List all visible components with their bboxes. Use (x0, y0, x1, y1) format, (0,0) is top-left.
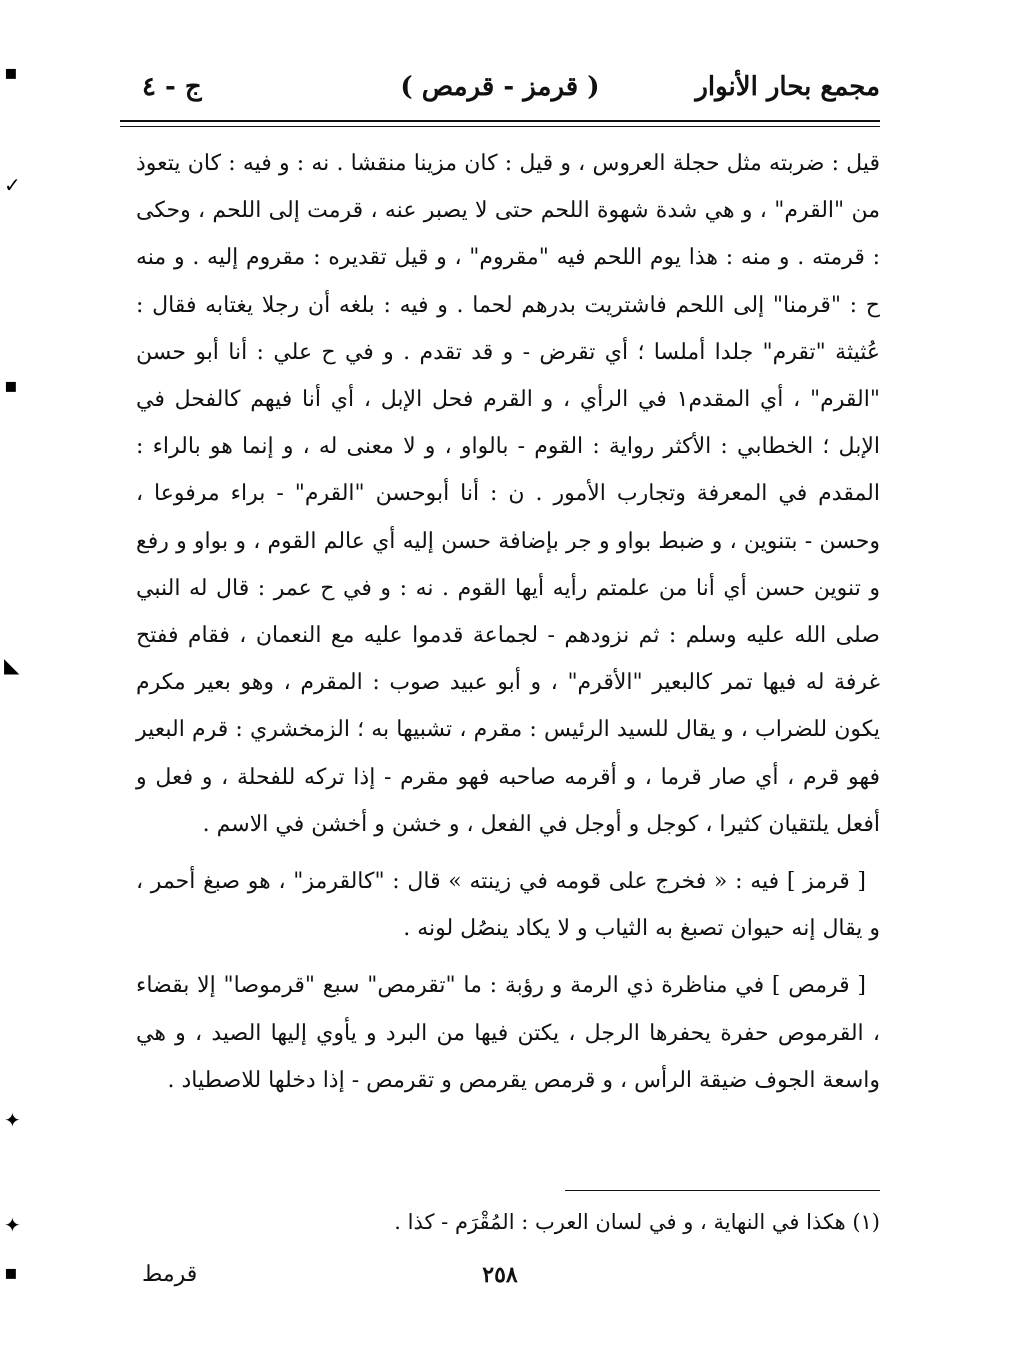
main-text (136, 140, 880, 1104)
page-footer (120, 1262, 880, 1296)
header-rule-thin (120, 126, 880, 127)
paragraph-qarm: قيل : ضربته مثل حجلة العروس ، و قيل : كان مزينا منقشا . نه : و فيه : كان يتعوذ من "القرم" ، و هي شدة شهوة اللحم حتى لا يصبر عنه ، قرمت إلى اللحم ، وحكى : قرمته . و منه : هذا يوم اللحم فيه "مقروم" ، و قيل تقديره : مقروم إليه . و منه ح : "قرمنا" إلى اللحم فاشتريت بدرهم لحما . و فيه : بلغه أن رجلا يغتابه فقال : عُثيثة "تقرم" جلدا أملسا ؛ أي تقرض - و قد تقدم . و في ح علي : أنا أبو حسن "القرم" ، أي المقدم١ في الرأي ، و القرم فحل الإبل ، أي أنا فيهم كالفحل في الإبل ؛ الخطابي : الأكثر رواية : القوم - بالواو ، و لا معنى له ، و إنما هو بالراء : المقدم في المعرفة وتجارب الأمور . ن : أنا أبوحسن "القرم" - براء مرفوعا ، وحسن - بتنوين ، و ضبط بواو و جر بإضافة حسن إليه أي عالم القوم ، و بواو و رفع و تنوين حسن أي أنا من علمتم رأيه أيها القوم . نه : و في ح عمر : قال له النبي صلى الله عليه وسلم : ثم نزودهم - لجماعة قدموا عليه مع النعمان ، فقام ففتح غرفة له فيها تمر كالبعير "الأقرم" ، و أبو عبيد صوب : المقرم ، وهو بعير مكرم يكون للضراب ، و يقال للسيد الرئيس : مقرم ، تشبيها به ؛ الزمخشري : قرم البعير فهو قرم ، أي صار قرما ، و أقرمه صاحبه فهو مقرم - إذا تركه للفحلة ، و فعل و أفعل يلتقيان كثيرا ، كوجل و أوجل في الفعل ، و خشن و أخشن في الاسم . (136, 151, 880, 837)
margin-mark: ◣ (4, 653, 20, 677)
book-title: مجمع بحار الأنوار (695, 72, 880, 102)
margin-marks (0, 0, 40, 1348)
header-rule (120, 120, 880, 122)
margin-mark: ▪ (4, 373, 18, 397)
catchword: قرمط (142, 1262, 198, 1287)
footnote: (١) هكذا في النهاية ، و في لسان العرب : المُقْرَم - كذا . (394, 1210, 880, 1234)
entry-range: ( قرمز - قرمص ) (400, 72, 600, 102)
margin-mark: ✦ (4, 1108, 21, 1132)
page-number: ٢٥٨ (482, 1262, 518, 1288)
margin-mark: ✦ (4, 1213, 21, 1237)
paragraph-qarmas: [ قرمص ] في مناظرة ذي الرمة و رؤبة : ما "تقرمص" سبع "قرموصا" إلا بقضاء ، القرموص حفرة يحفرها الرجل ، يكتن فيها من البرد و يأوي إليها الصيد ، و هي واسعة الجوف ضيقة الرأس ، و قرمص يقرمص و تقرمص - إذا دخلها للاصطياد . (136, 973, 880, 1093)
page-header (120, 72, 880, 116)
volume-number: ج - ٤ (142, 72, 202, 102)
margin-mark: ▪ (4, 1260, 18, 1284)
margin-mark: ✓ (4, 173, 21, 197)
paragraph-qirmiz: [ قرمز ] فيه : « فخرج على قومه في زينته » قال : "كالقرمز" ، هو صبغ أحمر ، و يقال إنه حيوان تصبغ به الثياب و لا يكاد ينصُل لونه . (136, 869, 880, 942)
footnote-rule (565, 1190, 880, 1191)
margin-mark: ▪ (4, 60, 18, 84)
